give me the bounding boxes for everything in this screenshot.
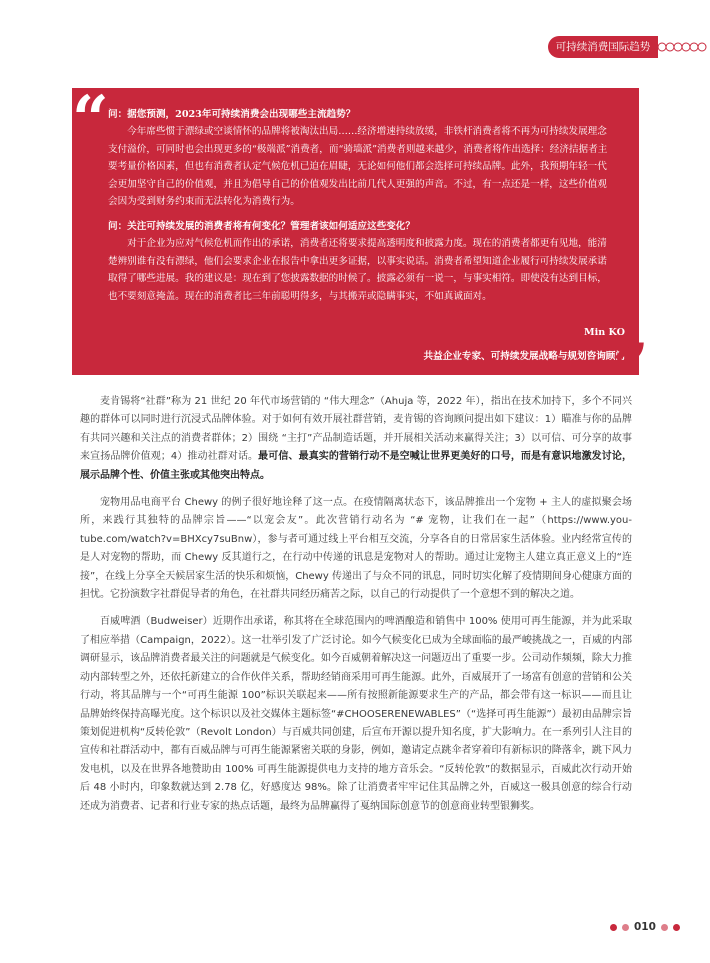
paragraph-2: 宠物用品电商平台 Chewy 的例子很好地诠释了这一点。在疫情隔离状态下，该品牌推出一个宠物 + 主人的虚拟聚会场所，来践行其独特的品牌宗旨——“以宠会友”。此次营销行动名为 “# 宠物，让我们在一起”（https://www.you-tube.com/watch?v=BHXcy7suBnw），参与者可通过线上平台相互交流，分享各自的日常居家生活体验。业内经常宣传的是人对宠物的帮助，而 Chewy 反其道行之，在行动中传递的讯息是宠物对人的帮助。通过让宠物主人建立真正意义上的“连接”，在线上分享全天候居家生活的快乐和烦恼，Chewy 传递出了与众不同的讯息，同时切实化解了疫情期间身心健康方面的担忧。它扮演数字社群促导者的角色，在社群共同经历痛苦之际，以自己的行动提供了一个意想不到的解决之道。 [80, 497, 632, 601]
interview-qa-2 [108, 218, 616, 305]
footer-dot-icon [622, 924, 629, 931]
paragraph-1 [80, 393, 632, 485]
footer-dot-icon [610, 924, 617, 931]
article-body [80, 393, 632, 825]
close-quote-icon: ” [612, 330, 649, 405]
section-label: 可持续消费国际趋势 [548, 36, 658, 58]
footer-dot-icon [661, 924, 668, 931]
paragraph-3: 百威啤酒（Budweiser）近期作出承诺，称其将在全球范围内的啤酒酿造和销售中 100% 使用可再生能源，并为此采取了相应举措（Campaign，2022）。这一壮举引发了广泛讨论。如今气候变化已成为全球面临的最严峻挑战之一，百威的内部调研显示，该品牌消费者最关注的问题就是气候变化。如今百威朝着解决这一问题迈出了重要一步。公司动作频频，除大力推动内部转型之外，还依托新建立的合作伙伴关系，帮助经销商采用可再生能源。此外，百威展开了一场富有创意的营销和公关行动，将其品牌与一个“可再生能源 100”标识关联起来——所有按照新能源要求生产的产品，都会带有这一标识——而且让品牌始终保持高曝光度。这个标识以及社交媒体主题标签“#CHOOSERENEWABLES”（“选择可再生能源”）最初由品牌宗旨策划促进机构“反转伦敦”（Revolt London）与百威共同创建，后宣布开源以提升知名度，扩大影响力。在一系列引人注目的宣传和社群活动中，都有百威品牌与可再生能源紧密关联的身影，例如，邀请定点跳伞者穿着印有新标识的降落伞，跳下风力发电机，以及在世界各地赞助由 100% 可再生能源提供电力支持的地方音乐会。“反转伦敦”的数据显示，百威此次行动开始后 48 小时内，印象数就达到 2.78 亿，好感度达 98%。除了让消费者牢牢记住其品牌之外，百威这一极具创意的综合行动还成为消费者、记者和行业专家的热点话题，最终为品牌赢得了戛纳国际创意节的创意商业转型银狮奖。 [80, 616, 632, 812]
question-1: 问：据您预测，2023年可持续消费会出现哪些主流趋势？ [108, 109, 356, 120]
interview-box [72, 82, 639, 375]
section-header [548, 36, 710, 58]
open-quote-icon: “ [72, 82, 109, 157]
page-number: 010 [634, 921, 656, 933]
page-footer [610, 919, 680, 935]
answer-1: 今年席些惯于漂绿或空谈情怀的品牌将被淘汰出局……经济增速持续放缓，非铁杆消费者将不再为可持续发展理念支付溢价，可同时也会出现更多的“极端派”消费者，而“骑墙派”消费者则越来越少，消费者将作出选择：经济拮据者主要考量价格因素，但也有消费者认定气候危机已迫在眉睫，无论如何他们都会选择可持续品牌。此外，我预期年轻一代会更加坚守自己的价值观，并且为倡导自己的价值观发出比前几代人更强的声音。不过，有一点还是一样，这些价值观会因为受到财务约束而无法转化为消费行为。 [108, 126, 608, 208]
signature-title: 共益企业专家、可持续发展战略与规划咨询顾问 [423, 351, 625, 362]
footer-dot-icon [673, 924, 680, 931]
paragraph-1-text: 麦肯锡将“社群”称为 21 世纪 20 年代市场营销的 “伟大理念”（Ahuja 等，2022 年），指出在技术加持下，多个不同兴趣的群体可以同时进行沉浸式品牌体验。对于如何有效开展社群营销，麦肯锡的咨询顾问提出如下建议：1）瞄准与你的品牌有共同兴趣和关注点的消费者群体；2）围绕 “主打”产品制造话题，并开展相关活动来赢得关注；3）以可信、可分享的故事来宣扬品牌价值观；4）推动社群对话。 [80, 396, 632, 463]
signature-name: Min KO [583, 327, 625, 338]
interview-qa-1 [108, 106, 616, 210]
answer-2: 对于企业为应对气候危机而作出的承诺，消费者还将要求提高透明度和披露力度。现在的消费者都更有见地，能清楚辨别谁有没有漂绿，他们会要求企业在报告中拿出更多证据，以事实说话。消费者希望知道企业履行可持续发展承诺取得了哪些进展。我的建议是：现在到了您披露数据的时候了。披露必须有一说一，与事实相符。即使没有达到目标，也不要刻意掩盖。现在的消费者比三年前聪明得多，与其搬弄或隐瞒事实，不如真诚面对。 [108, 238, 607, 302]
decorative-rings-icon [656, 42, 710, 52]
question-2: 问：关注可持续发展的消费者将有何变化？管理者该如何适应这些变化？ [108, 221, 415, 232]
paragraph-1-emphasis: 最可信、最真实的营销行动不是空喊让世界更美好的口号，而是有意识地激发讨论，展示品牌个性、价值主张或其他突出特点。 [80, 451, 632, 481]
